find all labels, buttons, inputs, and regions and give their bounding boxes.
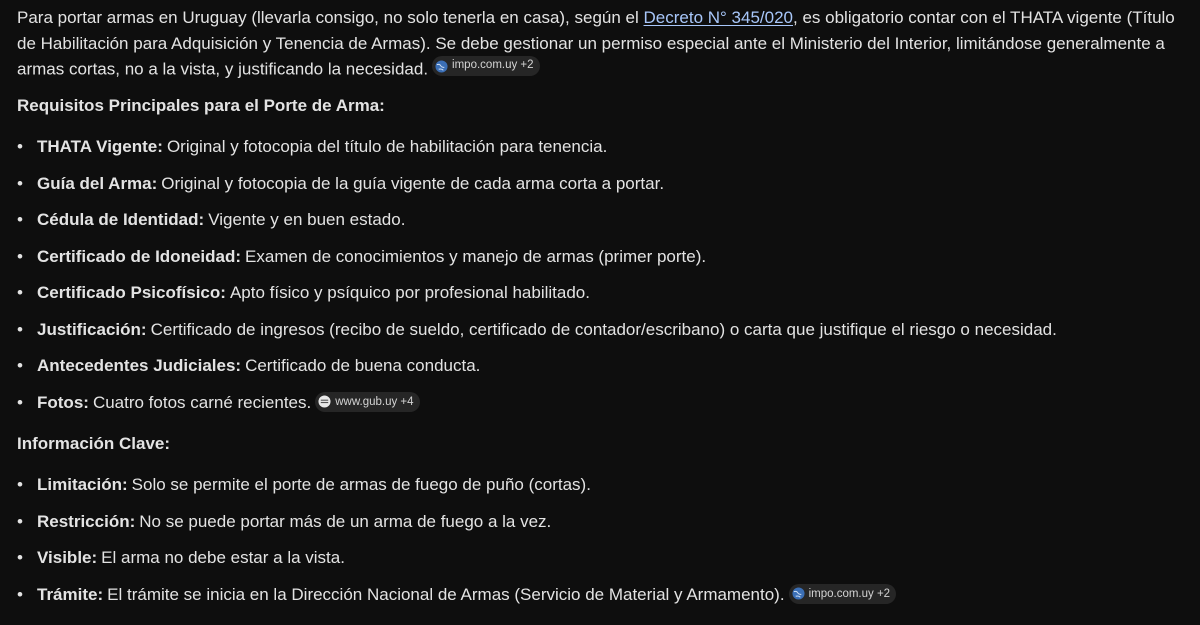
item-term: Cédula de Identidad: bbox=[37, 210, 205, 229]
item-term: Limitación: bbox=[37, 475, 128, 494]
source-chip-gub[interactable] bbox=[315, 392, 419, 412]
item-text: Examen de conocimientos y manejo de armas (primer porte). bbox=[245, 246, 707, 266]
list-item bbox=[17, 355, 1187, 392]
source-chip-impo[interactable] bbox=[789, 584, 897, 604]
item-text: Original y fotocopia del título de habilitación para tenencia. bbox=[166, 137, 608, 156]
item-term: THATA Vigente: bbox=[37, 137, 163, 156]
source-chip-impo[interactable] bbox=[432, 56, 540, 76]
bullet: • bbox=[17, 210, 23, 229]
item-term: Trámite: bbox=[37, 584, 104, 604]
source-chip-label: www.gub.uy +4 bbox=[335, 395, 414, 408]
key-info-heading: Información Clave: bbox=[17, 434, 171, 453]
item-term: Certificado de Idoneidad: bbox=[37, 246, 242, 266]
globe-icon bbox=[435, 60, 448, 73]
bullet: • bbox=[17, 319, 23, 339]
bullet: • bbox=[17, 511, 23, 531]
item-text: No se puede portar más de un arma de fuego a la vez. bbox=[139, 511, 552, 531]
bullet: • bbox=[17, 584, 23, 604]
decree-link[interactable]: Decreto N° 345/020 bbox=[643, 8, 794, 27]
bullet: • bbox=[17, 283, 23, 302]
list-item bbox=[17, 392, 1187, 429]
bullet: • bbox=[17, 246, 23, 266]
item-text: Apto físico y psíquico por profesional habilitado. bbox=[229, 283, 590, 302]
intro-text-after: , es obligatorio contar con el THATA vigente (Título de Habilitación para Adquisición y Tenencia de Armas). Se debe gestionar un permiso especial ante el Ministerio del Interior, limitándose generalmente a armas cortas, no a la vista, y justificando la necesidad. bbox=[17, 8, 1175, 79]
item-term: Justificación: bbox=[37, 319, 147, 339]
item-text: Cuatro fotos carné recientes. bbox=[92, 392, 312, 412]
bullet: • bbox=[17, 475, 23, 494]
key-info-list bbox=[17, 474, 1187, 620]
list-item bbox=[17, 511, 1187, 548]
item-text: Certificado de ingresos (recibo de sueldo, certificado de contador/escribano) o carta que justifique el riesgo o necesidad. bbox=[150, 319, 1057, 339]
item-text: El trámite se inicia en la Dirección Nacional de Armas (Servicio de Material y Armamento). bbox=[107, 584, 785, 604]
bullet: • bbox=[17, 356, 23, 375]
item-term: Guía del Arma: bbox=[37, 173, 158, 193]
list-item bbox=[17, 547, 1187, 584]
item-text: Vigente y en buen estado. bbox=[208, 210, 406, 229]
list-item bbox=[17, 474, 1187, 511]
item-term: Antecedentes Judiciales: bbox=[37, 356, 242, 375]
uruguay-gov-icon bbox=[318, 395, 331, 408]
bullet: • bbox=[17, 548, 23, 567]
item-term: Restricción: bbox=[37, 511, 136, 531]
item-text: El arma no debe estar a la vista. bbox=[101, 548, 345, 567]
list-item bbox=[17, 584, 1187, 621]
requirements-heading: Requisitos Principales para el Porte de Arma: bbox=[17, 96, 385, 115]
globe-icon bbox=[792, 587, 805, 600]
list-item bbox=[17, 282, 1187, 319]
list-item bbox=[17, 209, 1187, 246]
intro-paragraph bbox=[17, 5, 1192, 82]
bullet: • bbox=[17, 137, 23, 156]
item-text: Certificado de buena conducta. bbox=[245, 356, 481, 375]
item-text: Solo se permite el porte de armas de fuego de puño (cortas). bbox=[131, 475, 591, 494]
source-chip-label: impo.com.uy +2 bbox=[808, 587, 891, 600]
requirements-list bbox=[17, 136, 1187, 428]
source-chip-label: impo.com.uy +2 bbox=[452, 59, 534, 72]
list-item bbox=[17, 319, 1187, 356]
list-item bbox=[17, 246, 1187, 283]
item-term: Visible: bbox=[37, 548, 98, 567]
item-term: Fotos: bbox=[37, 392, 89, 412]
item-term: Certificado Psicofísico: bbox=[37, 283, 226, 302]
list-item bbox=[17, 136, 1187, 173]
list-item bbox=[17, 173, 1187, 210]
bullet: • bbox=[17, 392, 23, 412]
intro-text-before: Para portar armas en Uruguay (llevarla consigo, no solo tenerla en casa), según el bbox=[17, 8, 644, 27]
bullet: • bbox=[17, 173, 23, 193]
item-text: Original y fotocopia de la guía vigente de cada arma corta a portar. bbox=[161, 173, 665, 193]
